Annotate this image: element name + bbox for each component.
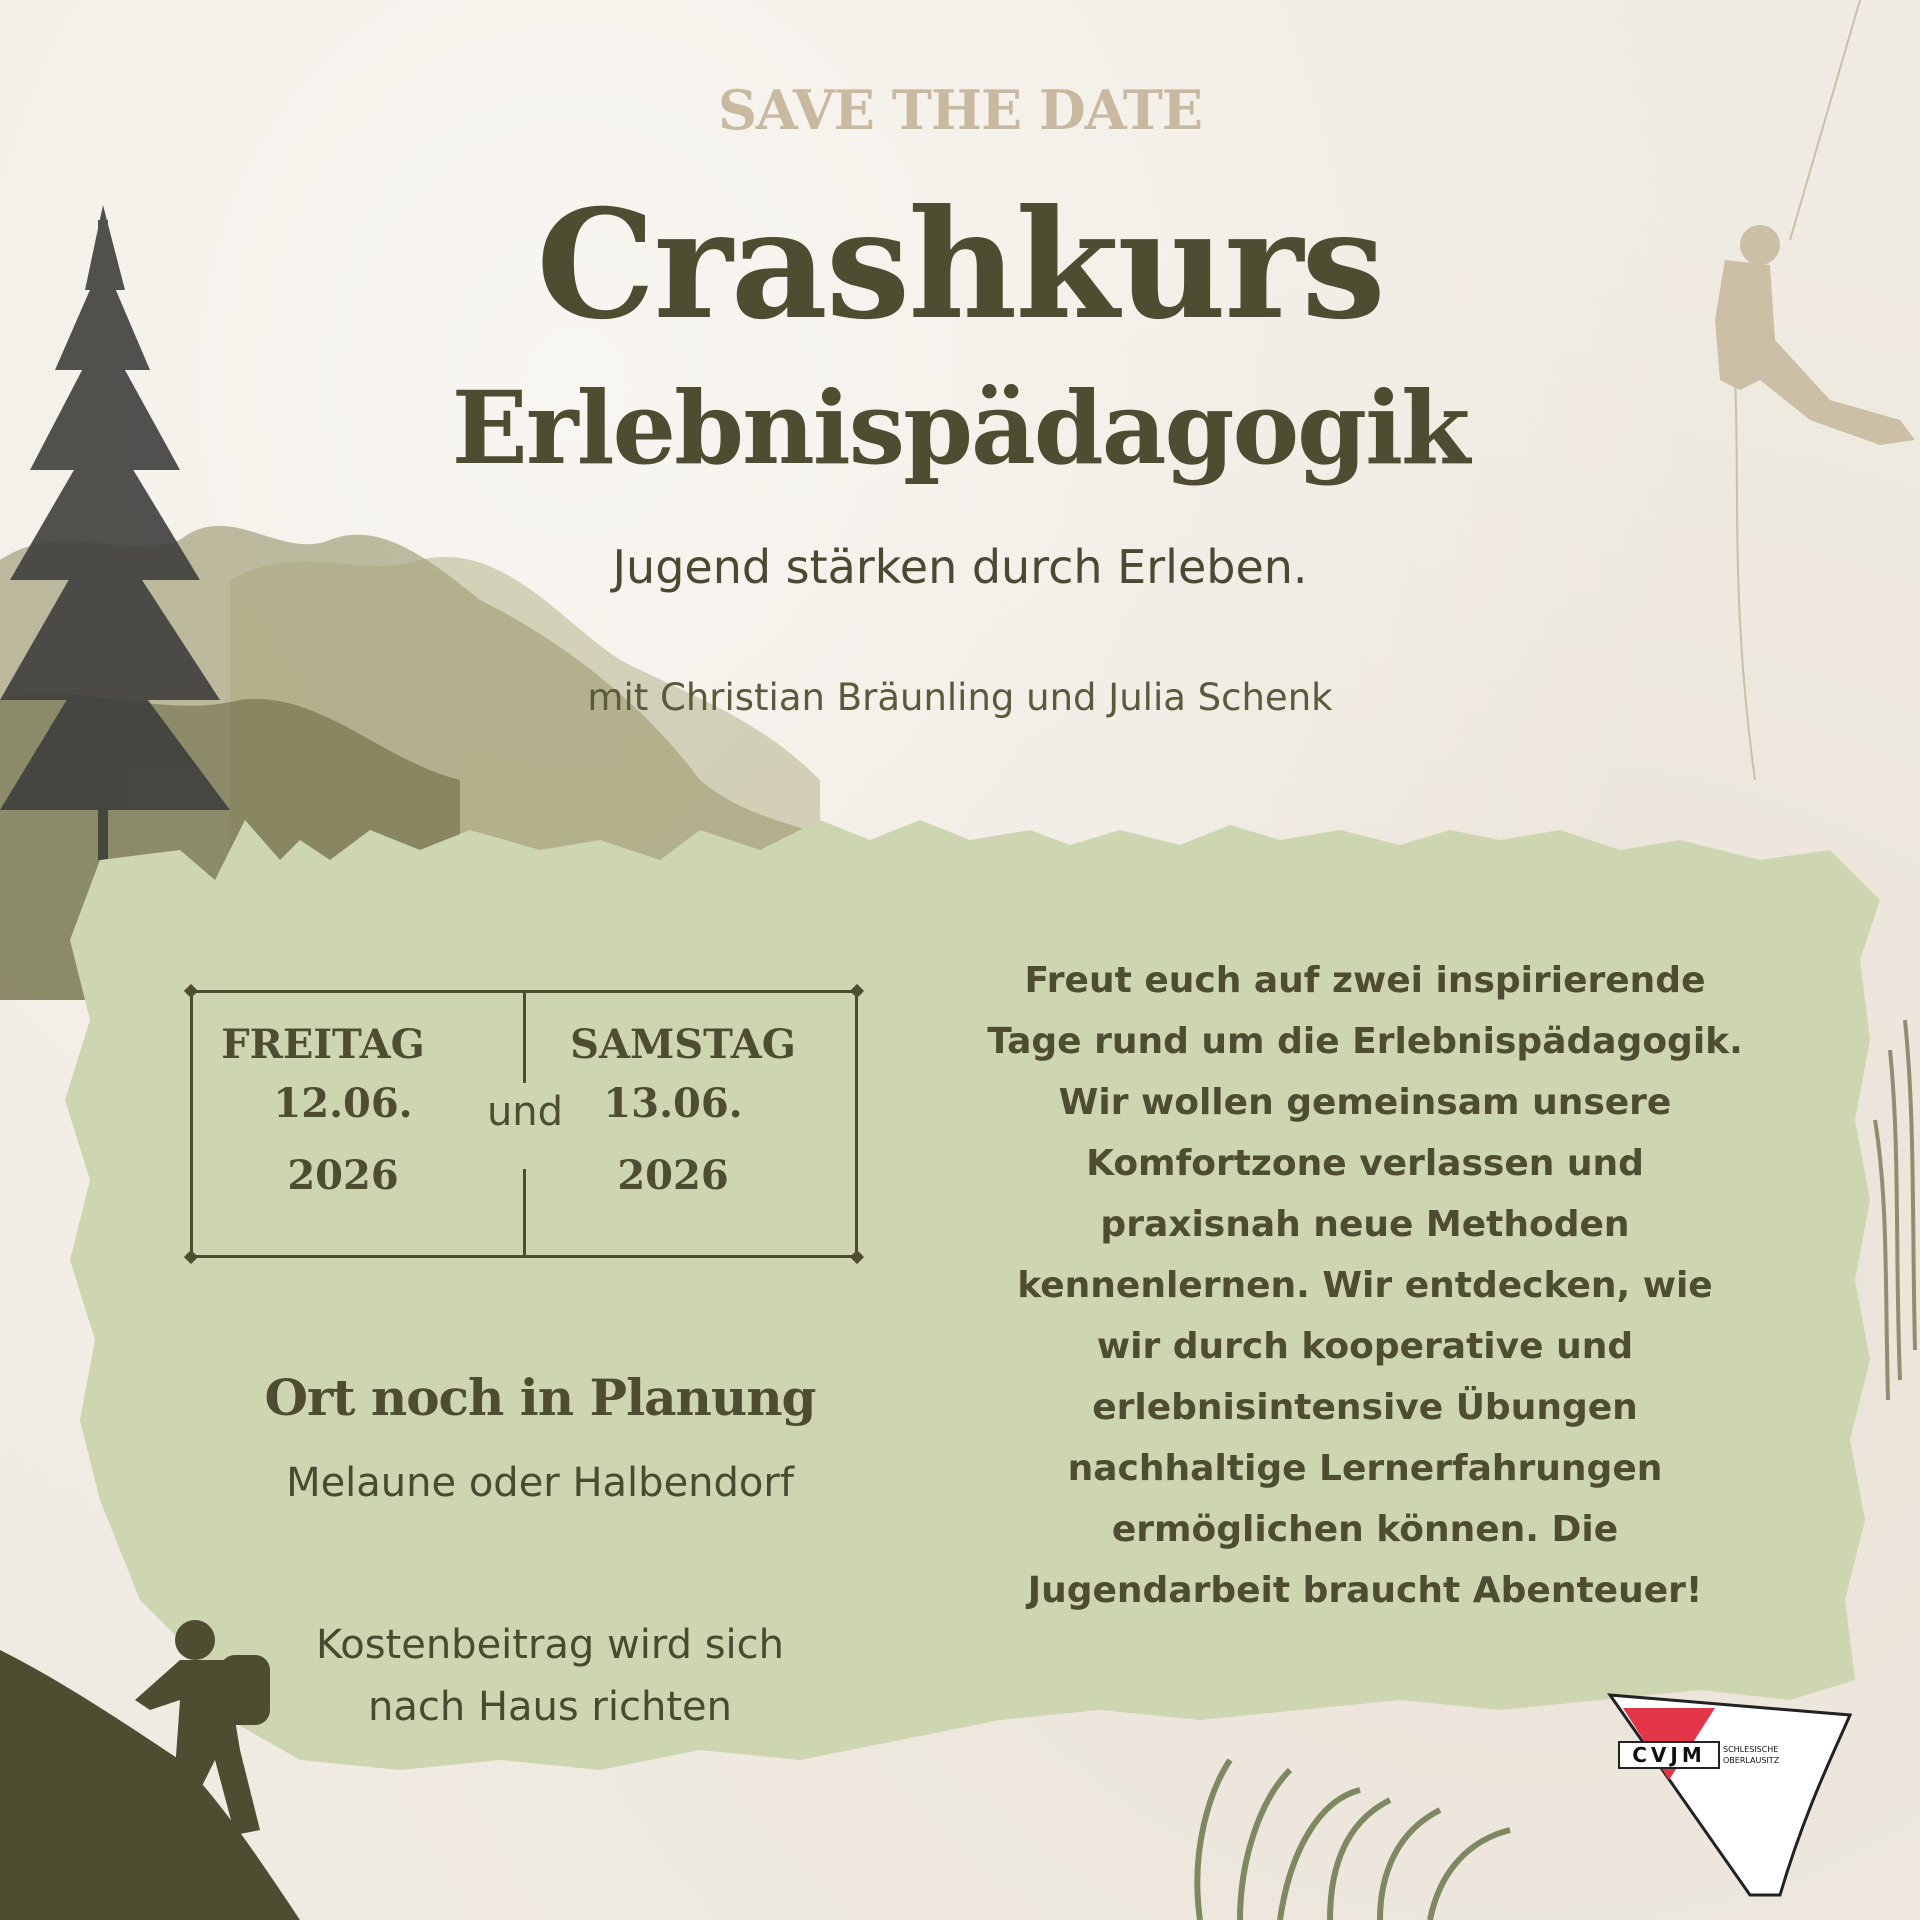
location-options: Melaune oder Halbendorf — [286, 1460, 794, 1506]
logo-subtext-1: SCHLESISCHE — [1723, 1745, 1779, 1754]
description-line: kennenlernen. Wir entdecken, wie — [1017, 1265, 1713, 1306]
cost-line-1: Kostenbeitrag wird sich — [315, 1622, 785, 1668]
description-line: nachhaltige Lernerfahrungen — [1067, 1448, 1663, 1489]
bottom-grass — [1197, 1760, 1510, 1920]
description-line: ermöglichen können. Die — [1111, 1509, 1619, 1550]
date-divider — [523, 1169, 526, 1255]
logo-text: CVJM — [1632, 1743, 1706, 1767]
day2-year: 2026 — [617, 1152, 729, 1199]
day2-weekday: SAMSTAG — [570, 1021, 796, 1068]
description-line: wir durch kooperative und — [1096, 1326, 1634, 1367]
date-box — [190, 990, 858, 1258]
date-connector: und — [486, 1089, 564, 1135]
description-line: praxisnah neue Methoden — [1100, 1204, 1630, 1245]
eyebrow-save-the-date: SAVE THE DATE — [717, 78, 1203, 142]
description-line: Freut euch auf zwei inspirierende — [1024, 960, 1706, 1001]
description-line: erlebnisintensive Übungen — [1092, 1387, 1638, 1428]
title-line-2: Erlebnispädagogik — [451, 369, 1469, 487]
day1-year: 2026 — [287, 1152, 399, 1199]
day1-date: 12.06. — [273, 1080, 413, 1127]
hosts-line: mit Christian Bräunling und Julia Schenk — [587, 676, 1333, 719]
date-divider — [523, 993, 526, 1083]
description-line: Jugendarbeit braucht Abenteuer! — [1027, 1570, 1703, 1611]
right-grass — [1875, 1020, 1915, 1400]
description-line: Tage rund um die Erlebnispädagogik. — [987, 1021, 1743, 1062]
logo-subtext-2: OBERLAUSITZ — [1723, 1756, 1780, 1765]
day2-date: 13.06. — [603, 1080, 743, 1127]
cost-note — [200, 1614, 900, 1738]
location-heading: Ort noch in Planung — [264, 1368, 816, 1427]
title-line-1: Crashkurs — [536, 177, 1384, 353]
description-line: Komfortzone verlassen und — [1086, 1143, 1644, 1184]
cvjm-logo — [1605, 1690, 1855, 1900]
description-text — [950, 950, 1780, 1621]
cost-line-2: nach Haus richten — [368, 1684, 732, 1730]
day1-weekday: FREITAG — [221, 1021, 425, 1068]
description-line: Wir wollen gemeinsam unsere — [1058, 1082, 1672, 1123]
subtitle: Jugend stärken durch Erleben. — [612, 540, 1308, 594]
